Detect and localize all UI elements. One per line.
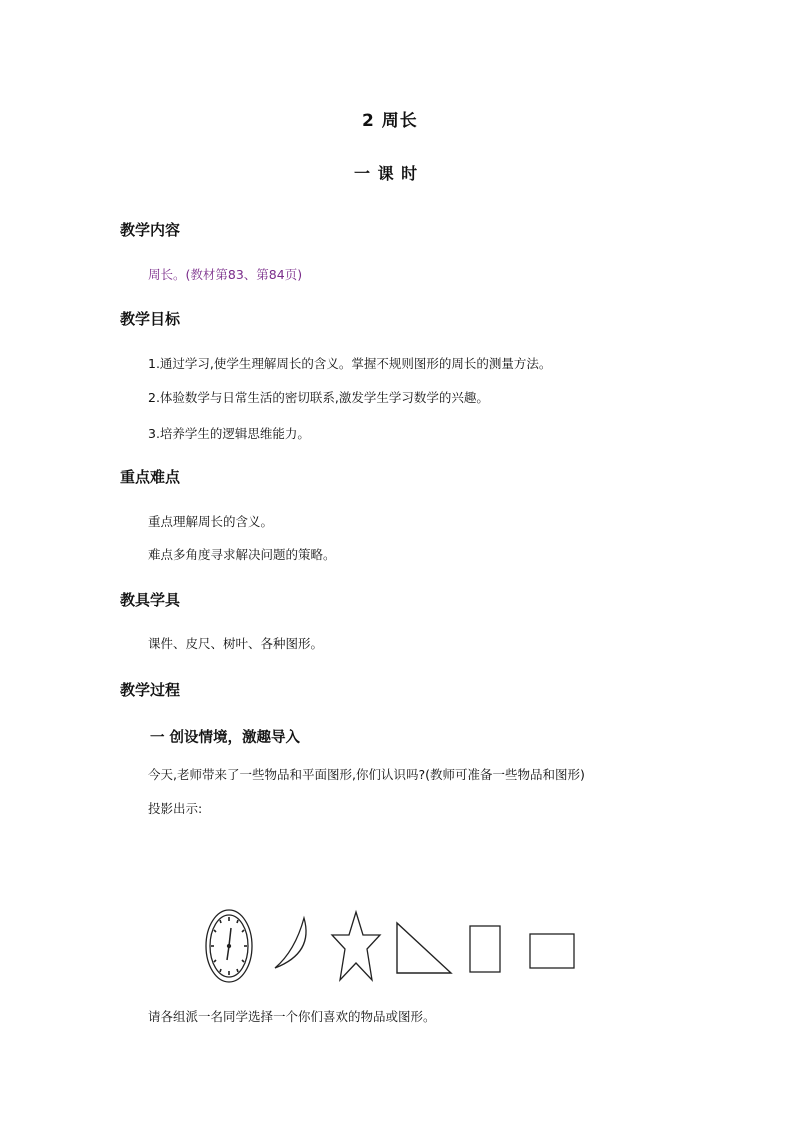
crescent-moon-icon <box>275 918 306 968</box>
tools-text: 课件、皮尺、树叶、各种图形。 <box>148 636 324 651</box>
lesson-title: 一 课 时 <box>354 164 419 183</box>
tall-rectangle-icon <box>470 926 500 972</box>
step1-title: 一 创设情境，激趣导入 <box>150 730 301 746</box>
heading-content: 教学内容 <box>120 221 181 239</box>
process-paragraph-1: 今天,老师带来了一些物品和平面图形,你们认识吗?(教师可准备一些物品和图形) <box>148 767 585 782</box>
page-title: 2 周长 <box>362 111 418 131</box>
heading-tools: 教具学具 <box>120 591 181 609</box>
process-paragraph-3: 请各组派一名同学选择一个你们喜欢的物品或图形。 <box>148 1009 436 1024</box>
process-paragraph-2: 投影出示: <box>148 801 203 816</box>
right-triangle-icon <box>397 923 451 973</box>
goal-item-3: 3.培养学生的逻辑思维能力。 <box>148 426 310 441</box>
heading-key-points: 重点难点 <box>120 468 181 486</box>
content-text: 周长。(教材第83、第84页) <box>148 267 303 282</box>
wide-rectangle-icon <box>530 934 574 968</box>
key-point-1: 重点理解周长的含义。 <box>148 514 274 529</box>
key-point-2: 难点多角度寻求解决问题的策略。 <box>148 547 336 562</box>
heading-process: 教学过程 <box>120 681 181 699</box>
goal-item-1: 1.通过学习,使学生理解周长的含义。掌握不规则图形的周长的测量方法。 <box>148 356 552 371</box>
star-icon <box>332 912 380 980</box>
goal-item-2: 2.体验数学与日常生活的密切联系,激发学生学习数学的兴趣。 <box>148 390 489 405</box>
figures-row <box>200 905 590 990</box>
clock-icon <box>206 910 252 982</box>
heading-goals: 教学目标 <box>120 310 181 328</box>
